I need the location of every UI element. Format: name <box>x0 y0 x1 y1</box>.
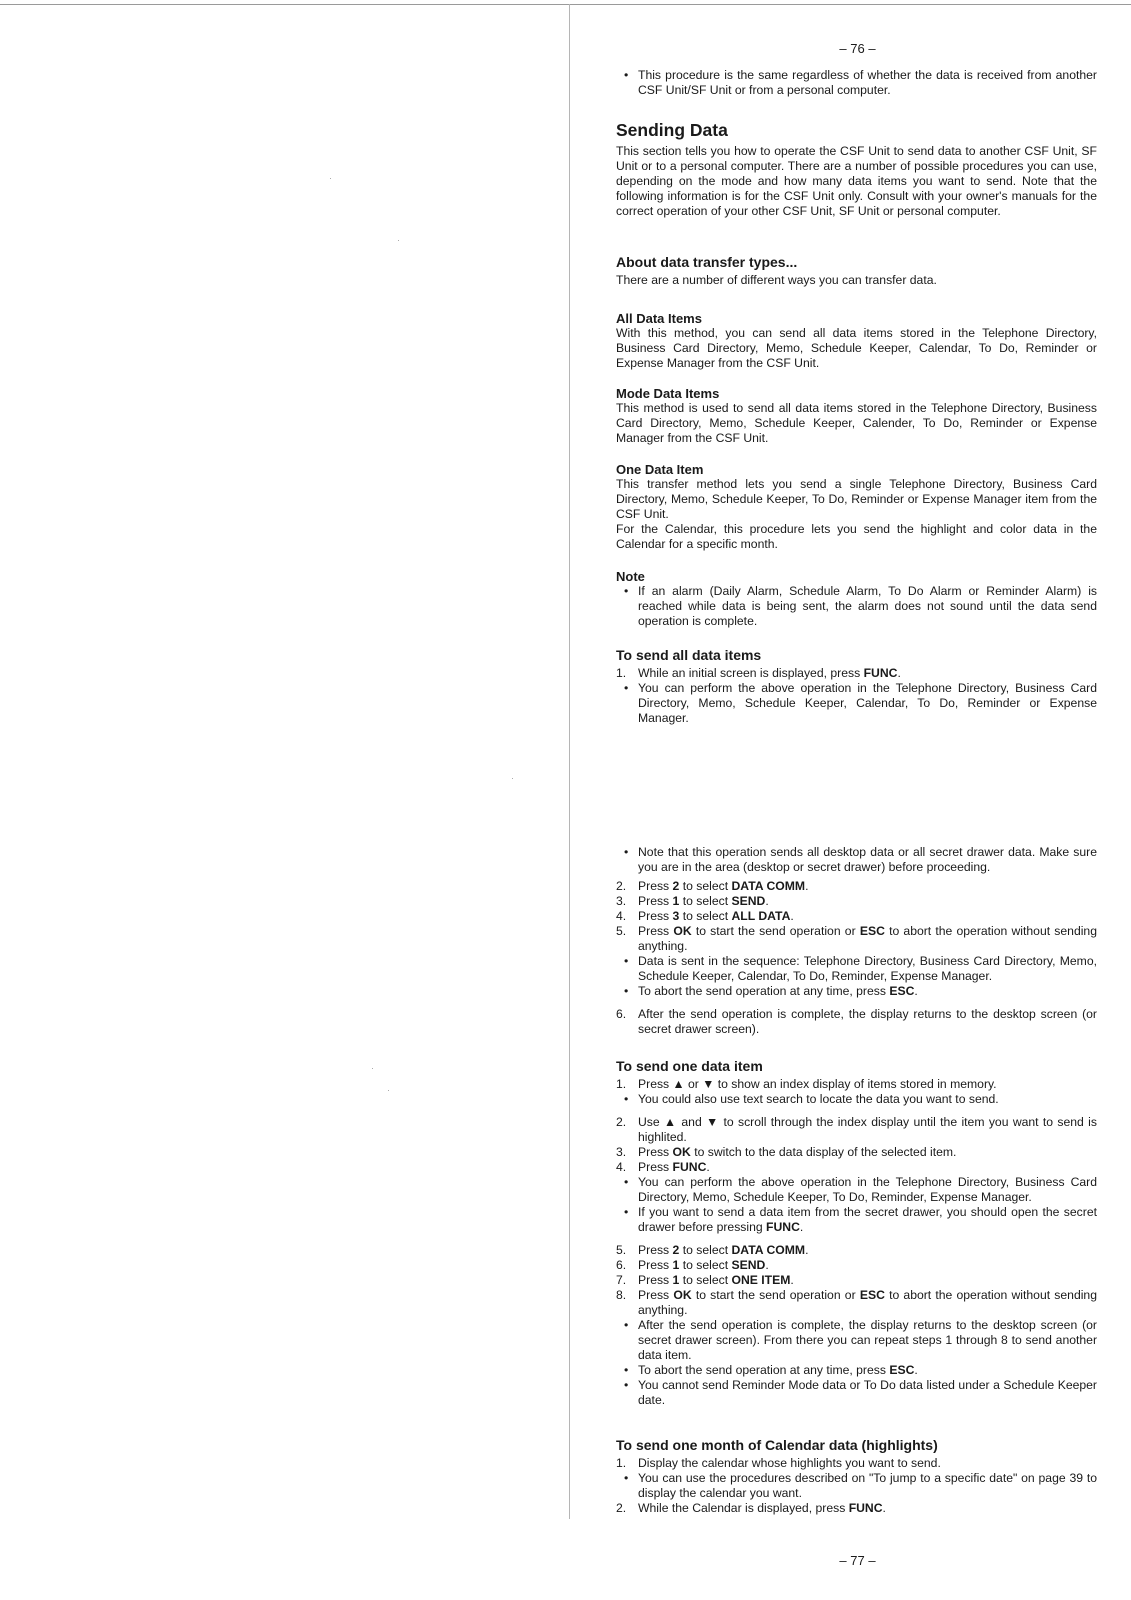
center-binding-line <box>569 4 570 1519</box>
right-page-column <box>616 0 1097 1600</box>
section-body: This section tells you how to operate the CSF Unit to send data to another CSF Unit, SF Unit or to a personal computer. There are a number of possible procedures you can use, depending on the mode and how many data items you want to send. Note that the following information is for the CSF Unit only. Consult with your owner's manuals for the correct operation of your other CSF Unit, SF Unit or personal computer. <box>616 144 1097 218</box>
intro-note <box>616 68 1097 98</box>
section-note <box>616 569 1097 629</box>
bullet-item: • Data is sent in the sequence: Telephone Directory, Business Card Directory, Memo, Schedule Keeper, Calendar, To Do, Reminder, Expense Manager. <box>616 954 1097 984</box>
bullet-item: • You could also use text search to locate the data you want to send. <box>616 1092 1097 1107</box>
section-send-calendar <box>616 1438 1097 1516</box>
procedure-title: To send one month of Calendar data (highlights) <box>616 1437 938 1453</box>
bullet-item: • If you want to send a data item from the secret drawer, you should open the secret drawer before pressing FUNC. <box>616 1205 1097 1235</box>
section-send-all-continued <box>616 845 1097 1037</box>
bullet-item: • This procedure is the same regardless of whether the data is received from another CSF Unit/SF Unit or from a personal computer. <box>616 68 1097 98</box>
bullet-item: • Note that this operation sends all desktop data or all secret drawer data. Make sure you are in the area (desktop or secret drawer) before proceeding. <box>616 845 1097 875</box>
item-body: With this method, you can send all data items stored in the Telephone Directory, Business Card Directory, Memo, Schedule Keeper, Calendar, To Do, Reminder or Expense Manager from the CSF Unit. <box>616 326 1097 370</box>
section-send-one <box>616 1059 1097 1408</box>
key-func: FUNC <box>863 666 898 680</box>
step-item: 6. Press 1 to select SEND. <box>616 1258 769 1272</box>
section-mode-data-items <box>616 386 1097 446</box>
down-arrow-icon: ▼ <box>702 1077 715 1091</box>
bullet-item: • To abort the send operation at any time, press ESC. <box>616 1363 1097 1378</box>
scan-speck <box>512 778 513 779</box>
bullet-item: • You cannot send Reminder Mode data or To Do data listed under a Schedule Keeper date. <box>616 1378 1097 1408</box>
step-item: 1. While an initial screen is displayed, press FUNC. <box>616 666 901 680</box>
item-title: Mode Data Items <box>616 386 720 401</box>
procedure-title: To send one data item <box>616 1058 763 1074</box>
step-item: 1. Press ▲ or ▼ to show an index display of items stored in memory. <box>616 1077 997 1091</box>
bullet-item: • To abort the send operation at any time, press ESC. <box>616 984 1097 999</box>
section-send-all <box>616 648 1097 726</box>
step-item: 1. Display the calendar whose highlights you want to send. <box>616 1456 941 1470</box>
step-item: 5. Press OK to start the send operation or ESC to abort the operation without sending anything. <box>616 924 1097 953</box>
scan-speck <box>372 1068 373 1069</box>
bullet-item: • You can perform the above operation in the Telephone Directory, Business Card Directory, Memo, Schedule Keeper, Calendar, To Do, Reminder or Expense Manager. <box>616 681 1097 726</box>
procedure-title: To send all data items <box>616 647 762 663</box>
section-title: Sending Data <box>616 120 728 140</box>
page-number-bottom: – 77 – <box>839 1553 876 1568</box>
page-number-top: – 76 – <box>839 41 876 56</box>
item-title: All Data Items <box>616 311 702 326</box>
item-title: One Data Item <box>616 462 704 477</box>
step-item: 4. Press 3 to select ALL DATA. <box>616 909 794 923</box>
subsection-body: There are a number of different ways you can transfer data. <box>616 273 937 287</box>
scan-speck <box>388 1090 389 1091</box>
bullet-item: • You can use the procedures described on "To jump to a specific date" on page 39 to display the calendar you want. <box>616 1471 1097 1501</box>
step-item: 3. Press 1 to select SEND. <box>616 894 769 908</box>
section-one-data-item <box>616 462 1097 552</box>
step-item: 7. Press 1 to select ONE ITEM. <box>616 1273 794 1287</box>
scan-speck <box>398 240 399 241</box>
section-about <box>616 255 1097 288</box>
item-body: This transfer method lets you send a single Telephone Directory, Business Card Directory, Memo, Schedule Keeper, To Do, Reminder or Expense Manager item from the CSF Unit. <box>616 477 1097 521</box>
step-item: 5. Press 2 to select DATA COMM. <box>616 1243 809 1257</box>
section-all-data-items <box>616 311 1097 371</box>
step-item: 8. Press OK to start the send operation or ESC to abort the operation without sending anything. <box>616 1288 1097 1317</box>
bullet-item: • If an alarm (Daily Alarm, Schedule Alarm, To Do Alarm or Reminder Alarm) is reached while data is being sent, the alarm does not sound until the data send operation is complete. <box>616 584 1097 629</box>
step-item: 2. Press 2 to select DATA COMM. <box>616 879 809 893</box>
item-body: For the Calendar, this procedure lets you send the highlight and color data in the Calendar for a specific month. <box>616 522 1097 551</box>
up-arrow-icon: ▲ <box>664 1115 678 1129</box>
step-item: 2. Use ▲ and ▼ to scroll through the index display until the item you want to send is highlited. <box>616 1115 1097 1144</box>
subsection-title: About data transfer types... <box>616 254 798 270</box>
up-arrow-icon: ▲ <box>672 1077 685 1091</box>
bullet-item: • After the send operation is complete, the display returns to the desktop screen (or secret drawer screen). From there you can repeat steps 1 through 8 to send another data item. <box>616 1318 1097 1363</box>
step-item: 4. Press FUNC. <box>616 1160 710 1174</box>
scan-speck <box>330 178 331 179</box>
bullet-item: • You can perform the above operation in the Telephone Directory, Business Card Directory, Memo, Schedule Keeper, To Do, Reminder, Expense Manager. <box>616 1175 1097 1205</box>
section-sending-data <box>616 120 1097 219</box>
step-item: 3. Press OK to switch to the data display of the selected item. <box>616 1145 957 1159</box>
down-arrow-icon: ▼ <box>706 1115 720 1129</box>
item-body: This method is used to send all data items stored in the Telephone Directory, Business Card Directory, Memo, Schedule Keeper, Calender, To Do, Reminder or Expense Manager from the CSF Unit. <box>616 401 1097 445</box>
step-item: 6. After the send operation is complete, the display returns to the desktop screen (or secret drawer screen). <box>616 1007 1097 1036</box>
note-title: Note <box>616 569 645 584</box>
step-item: 2. While the Calendar is displayed, press FUNC. <box>616 1501 886 1515</box>
